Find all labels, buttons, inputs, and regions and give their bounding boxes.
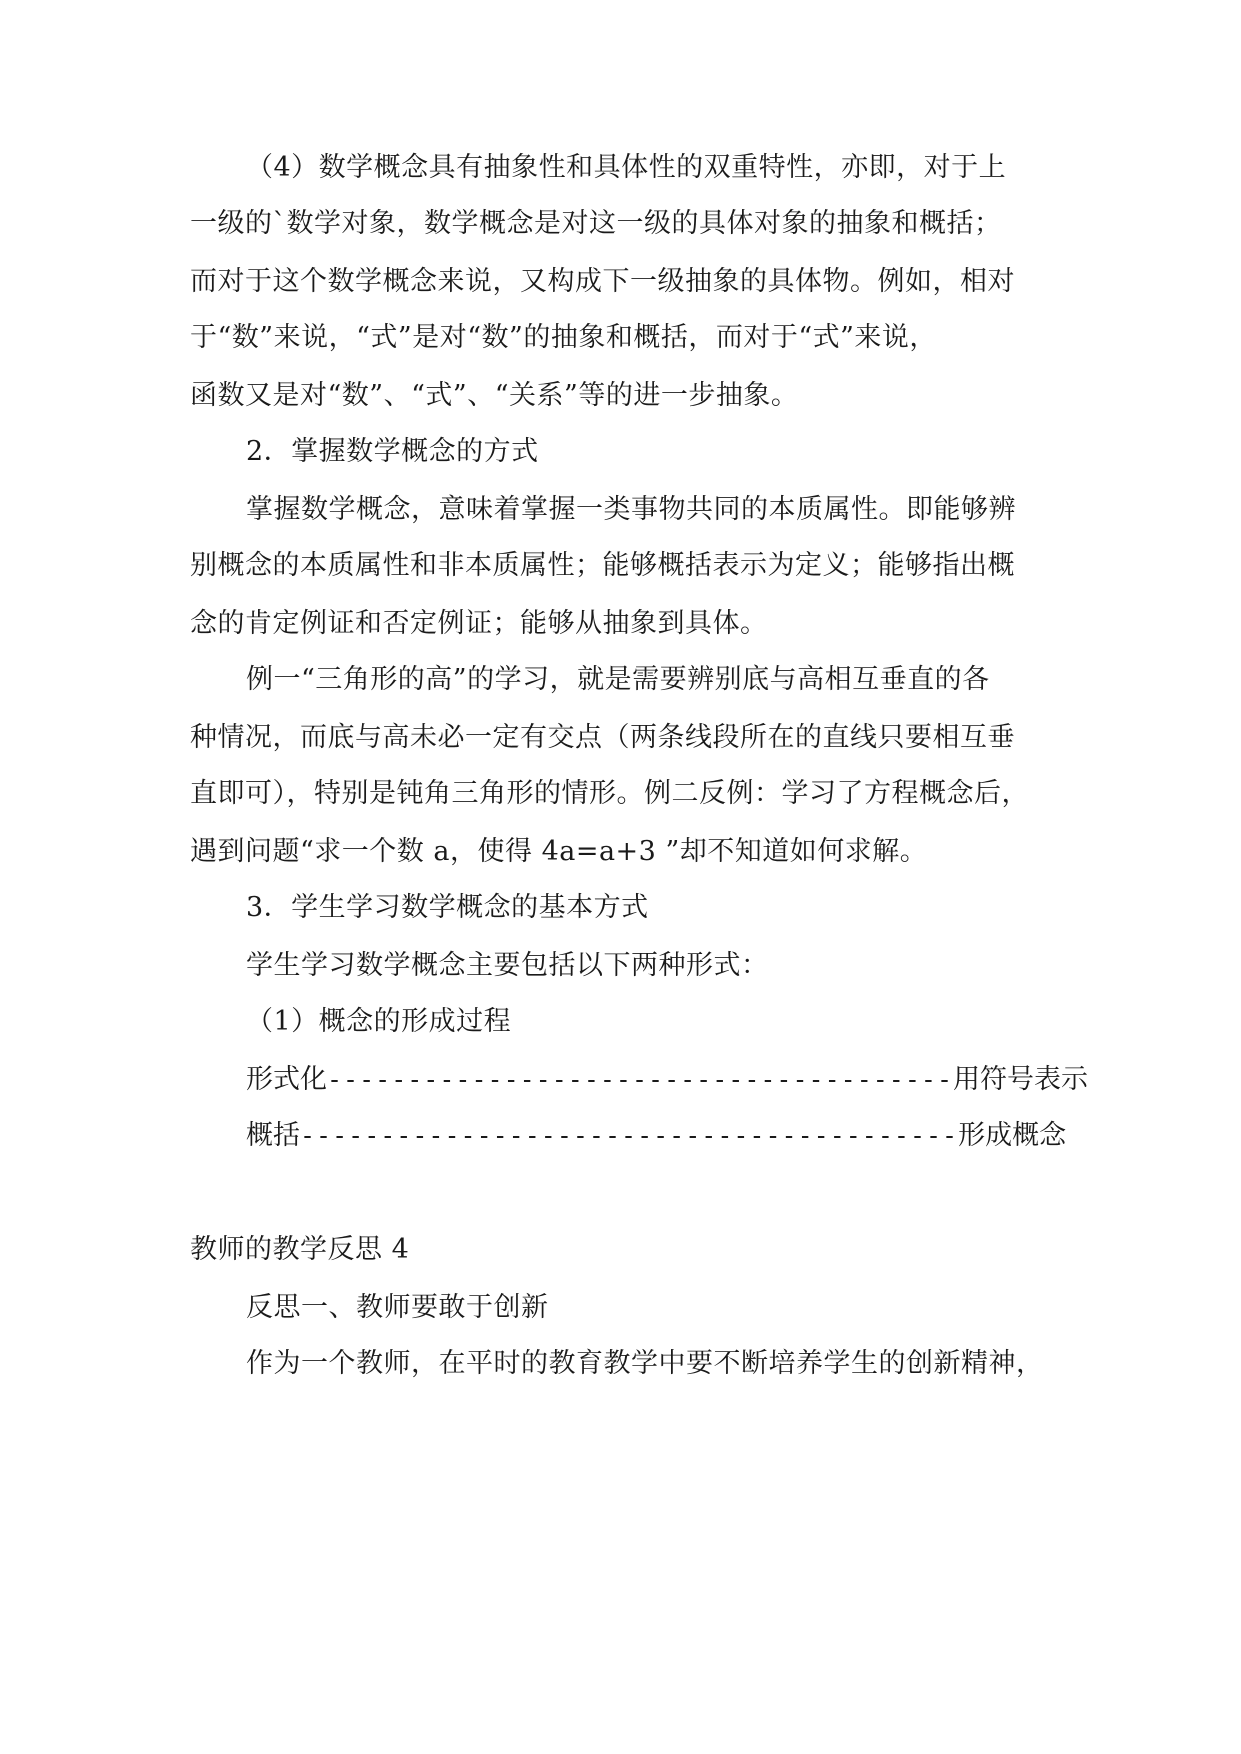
paragraph-line: 种情况，而底与高未必一定有交点（两条线段所在的直线只要相互垂 bbox=[190, 722, 1015, 753]
paragraph-line: 而对于这个数学概念来说，又构成下一级抽象的具体物。例如，相对 bbox=[190, 266, 1015, 297]
paragraph-line: 别概念的本质属性和非本质属性；能够概括表示为定义；能够指出概 bbox=[190, 550, 1015, 581]
flow-right-label: 用符号表示 bbox=[953, 1064, 1088, 1095]
flow-row bbox=[246, 1116, 1067, 1156]
paragraph-line: （4）数学概念具有抽象性和具体性的双重特性，亦即，对于上 bbox=[246, 152, 1007, 183]
paragraph-line: 作为一个教师，在平时的教育教学中要不断培养学生的创新精神， bbox=[246, 1348, 1044, 1379]
flow-left-label: 概括 bbox=[246, 1120, 300, 1151]
flow-connector: --------------------------------------- bbox=[327, 1065, 953, 1094]
paragraph-line: 念的肯定例证和否定例证；能够从抽象到具体。 bbox=[190, 608, 768, 639]
paragraph-line: 例一“三角形的高”的学习，就是需要辨别底与高相互垂直的各 bbox=[246, 664, 990, 695]
flow-left-label: 形式化 bbox=[246, 1064, 327, 1095]
subheading: 反思一、教师要敢于创新 bbox=[246, 1292, 549, 1323]
paragraph-line: 一级的`数学对象，数学概念是对这一级的具体对象的抽象和概括； bbox=[190, 208, 1002, 239]
subheading: （1）概念的形成过程 bbox=[246, 1006, 512, 1037]
section-heading: 2．掌握数学概念的方式 bbox=[246, 436, 539, 467]
flow-right-label: 形成概念 bbox=[958, 1120, 1067, 1151]
paragraph-line: 学生学习数学概念主要包括以下两种形式： bbox=[246, 950, 769, 981]
paragraph-line: 直即可），特别是钝角三角形的情形。例二反例：学习了方程概念后， bbox=[190, 778, 1029, 809]
flow-row bbox=[246, 1060, 1088, 1100]
paragraph-line: 掌握数学概念，意味着掌握一类事物共同的本质属性。即能够辨 bbox=[246, 494, 1016, 525]
paragraph-line: 函数又是对“数”、“式”、“关系”等的进一步抽象。 bbox=[190, 380, 799, 411]
paragraph-line: 遇到问题“求一个数 a，使得 4a=a+3 ”却不知道如何求解。 bbox=[190, 836, 928, 867]
section-title: 教师的教学反思 4 bbox=[190, 1234, 410, 1265]
flow-connector: ----------------------------------------- bbox=[300, 1121, 959, 1150]
section-heading: 3．学生学习数学概念的基本方式 bbox=[246, 892, 649, 923]
paragraph-line: 于“数”来说，“式”是对“数”的抽象和概括，而对于“式”来说， bbox=[190, 322, 937, 353]
